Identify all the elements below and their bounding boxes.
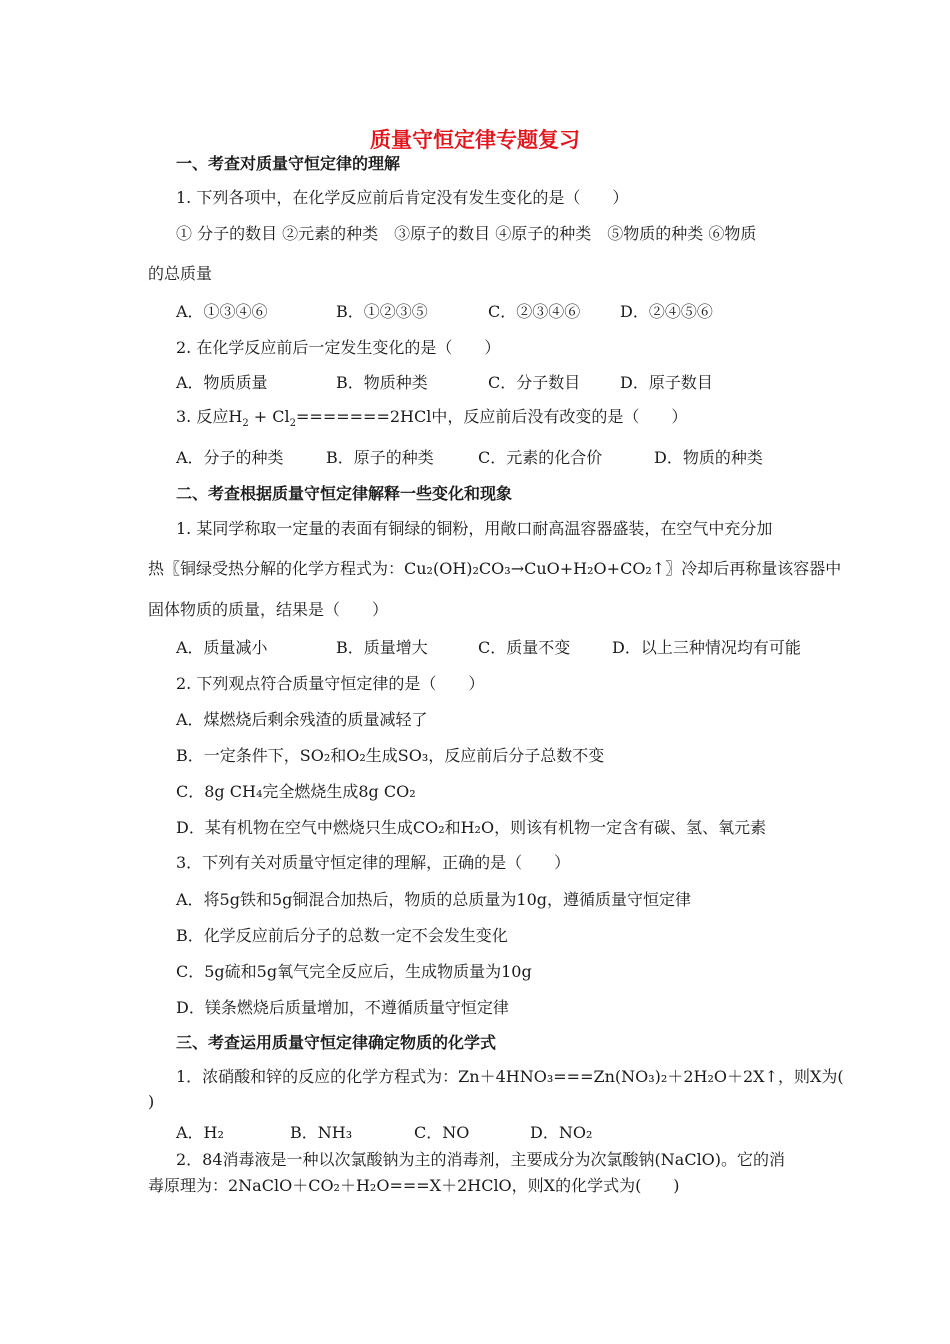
option-b: B．质量增大 [336, 638, 428, 657]
s1-q3-stem [176, 407, 688, 430]
s2-q3-option-d: D．镁条燃烧后质量增加，不遵循质量守恒定律 [176, 998, 509, 1017]
option-a: A．质量减小 [176, 638, 268, 657]
s2-q2-option-d: D．某有机物在空气中燃烧只生成CO₂和H₂O，则该有机物一定含有碳、氢、氧元素 [176, 818, 767, 837]
s3-q1-line1: 1．浓硝酸和锌的反应的化学方程式为：Zn＋4HNO₃===Zn(NO₃)₂＋2H₂O＋2X↑，则X为( [176, 1067, 844, 1086]
option-a: A．分子的种类 [176, 448, 284, 467]
option-b: B．①②③⑤ [336, 302, 428, 321]
s3-q2-line1: 2．84消毒液是一种以次氯酸钠为主的消毒剂，主要成分为次氯酸钠(NaClO)。它的消 [176, 1150, 786, 1169]
option-d: D．以上三种情况均有可能 [612, 638, 801, 657]
option-d: D．②④⑤⑥ [620, 302, 713, 321]
option-b: B．原子的种类 [326, 448, 434, 467]
s2-q3-stem: 3．下列有关对质量守恒定律的理解，正确的是（ ） [176, 853, 571, 872]
section-3-heading: 三、考查运用质量守恒定律确定物质的化学式 [176, 1033, 497, 1052]
subscript: 2 [289, 418, 296, 430]
option-b: B．物质种类 [336, 373, 428, 392]
option-a: A．物质质量 [176, 373, 268, 392]
option-c: C．元素的化合价 [478, 448, 603, 467]
option-c: C．②③④⑥ [488, 302, 581, 321]
s2-q1-line1: 1. 某同学称取一定量的表面有铜绿的铜粉，用敞口耐高温容器盛装，在空气中充分加 [176, 519, 773, 538]
s2-q2-stem: 2. 下列观点符合质量守恒定律的是（ ） [176, 674, 485, 693]
s2-q1-line2: 热〖铜绿受热分解的化学方程式为：Cu₂(OH)₂CO₃→CuO+H₂O+CO₂↑〗冷却后再称量该容器中 [148, 559, 842, 578]
s1-q2-stem: 2. 在化学反应前后一定发生变化的是（ ） [176, 338, 501, 357]
s1-q1-items-line2: 的总质量 [148, 264, 213, 283]
s2-q3-option-a: A．将5g铁和5g铜混合加热后，物质的总质量为10g，遵循质量守恒定律 [176, 890, 692, 909]
s2-q2-option-a: A．煤燃烧后剩余残渣的质量减轻了 [176, 710, 428, 729]
section-2-heading: 二、考查根据质量守恒定律解释一些变化和现象 [176, 484, 513, 503]
stem-part: + Cl [248, 407, 290, 426]
option-c: C．质量不变 [478, 638, 571, 657]
option-c: C．分子数目 [488, 373, 581, 392]
s2-q2-option-c: C．8g CH₄完全燃烧生成8g CO₂ [176, 782, 416, 801]
s2-q3-option-c: C．5g硫和5g氧气完全反应后，生成物质量为10g [176, 962, 532, 981]
option-a: A．H₂ [176, 1123, 224, 1142]
stem-part: =======2HCl中，反应前后没有改变的是（ ） [296, 407, 688, 426]
option-d: D．物质的种类 [654, 448, 763, 467]
s3-q1-line2: ) [148, 1092, 155, 1111]
s2-q1-line3: 固体物质的质量，结果是（ ） [148, 600, 389, 619]
section-1-heading: 一、考查对质量守恒定律的理解 [176, 154, 401, 173]
option-d: D．原子数目 [620, 373, 713, 392]
option-a: A．①③④⑥ [176, 302, 268, 321]
s1-q1-items-line1: ① 分子的数目 ②元素的种类 ③原子的数目 ④原子的种类 ⑤物质的种类 ⑥物质 [176, 224, 757, 243]
document-title: 质量守恒定律专题复习 [370, 128, 580, 152]
option-c: C．NO [414, 1123, 470, 1142]
s2-q3-option-b: B．化学反应前后分子的总数一定不会发生变化 [176, 926, 508, 945]
stem-part: 3. 反应H [176, 407, 243, 426]
option-b: B．NH₃ [290, 1123, 353, 1142]
s1-q1-stem: 1. 下列各项中，在化学反应前后肯定没有发生变化的是（ ） [176, 188, 629, 207]
option-d: D．NO₂ [530, 1123, 593, 1142]
s3-q2-line2: 毒原理为：2NaClO＋CO₂＋H₂O===X＋2HClO，则X的化学式为( ) [148, 1176, 680, 1195]
subscript: 2 [242, 418, 249, 430]
s2-q2-option-b: B．一定条件下，SO₂和O₂生成SO₃，反应前后分子总数不变 [176, 746, 605, 765]
